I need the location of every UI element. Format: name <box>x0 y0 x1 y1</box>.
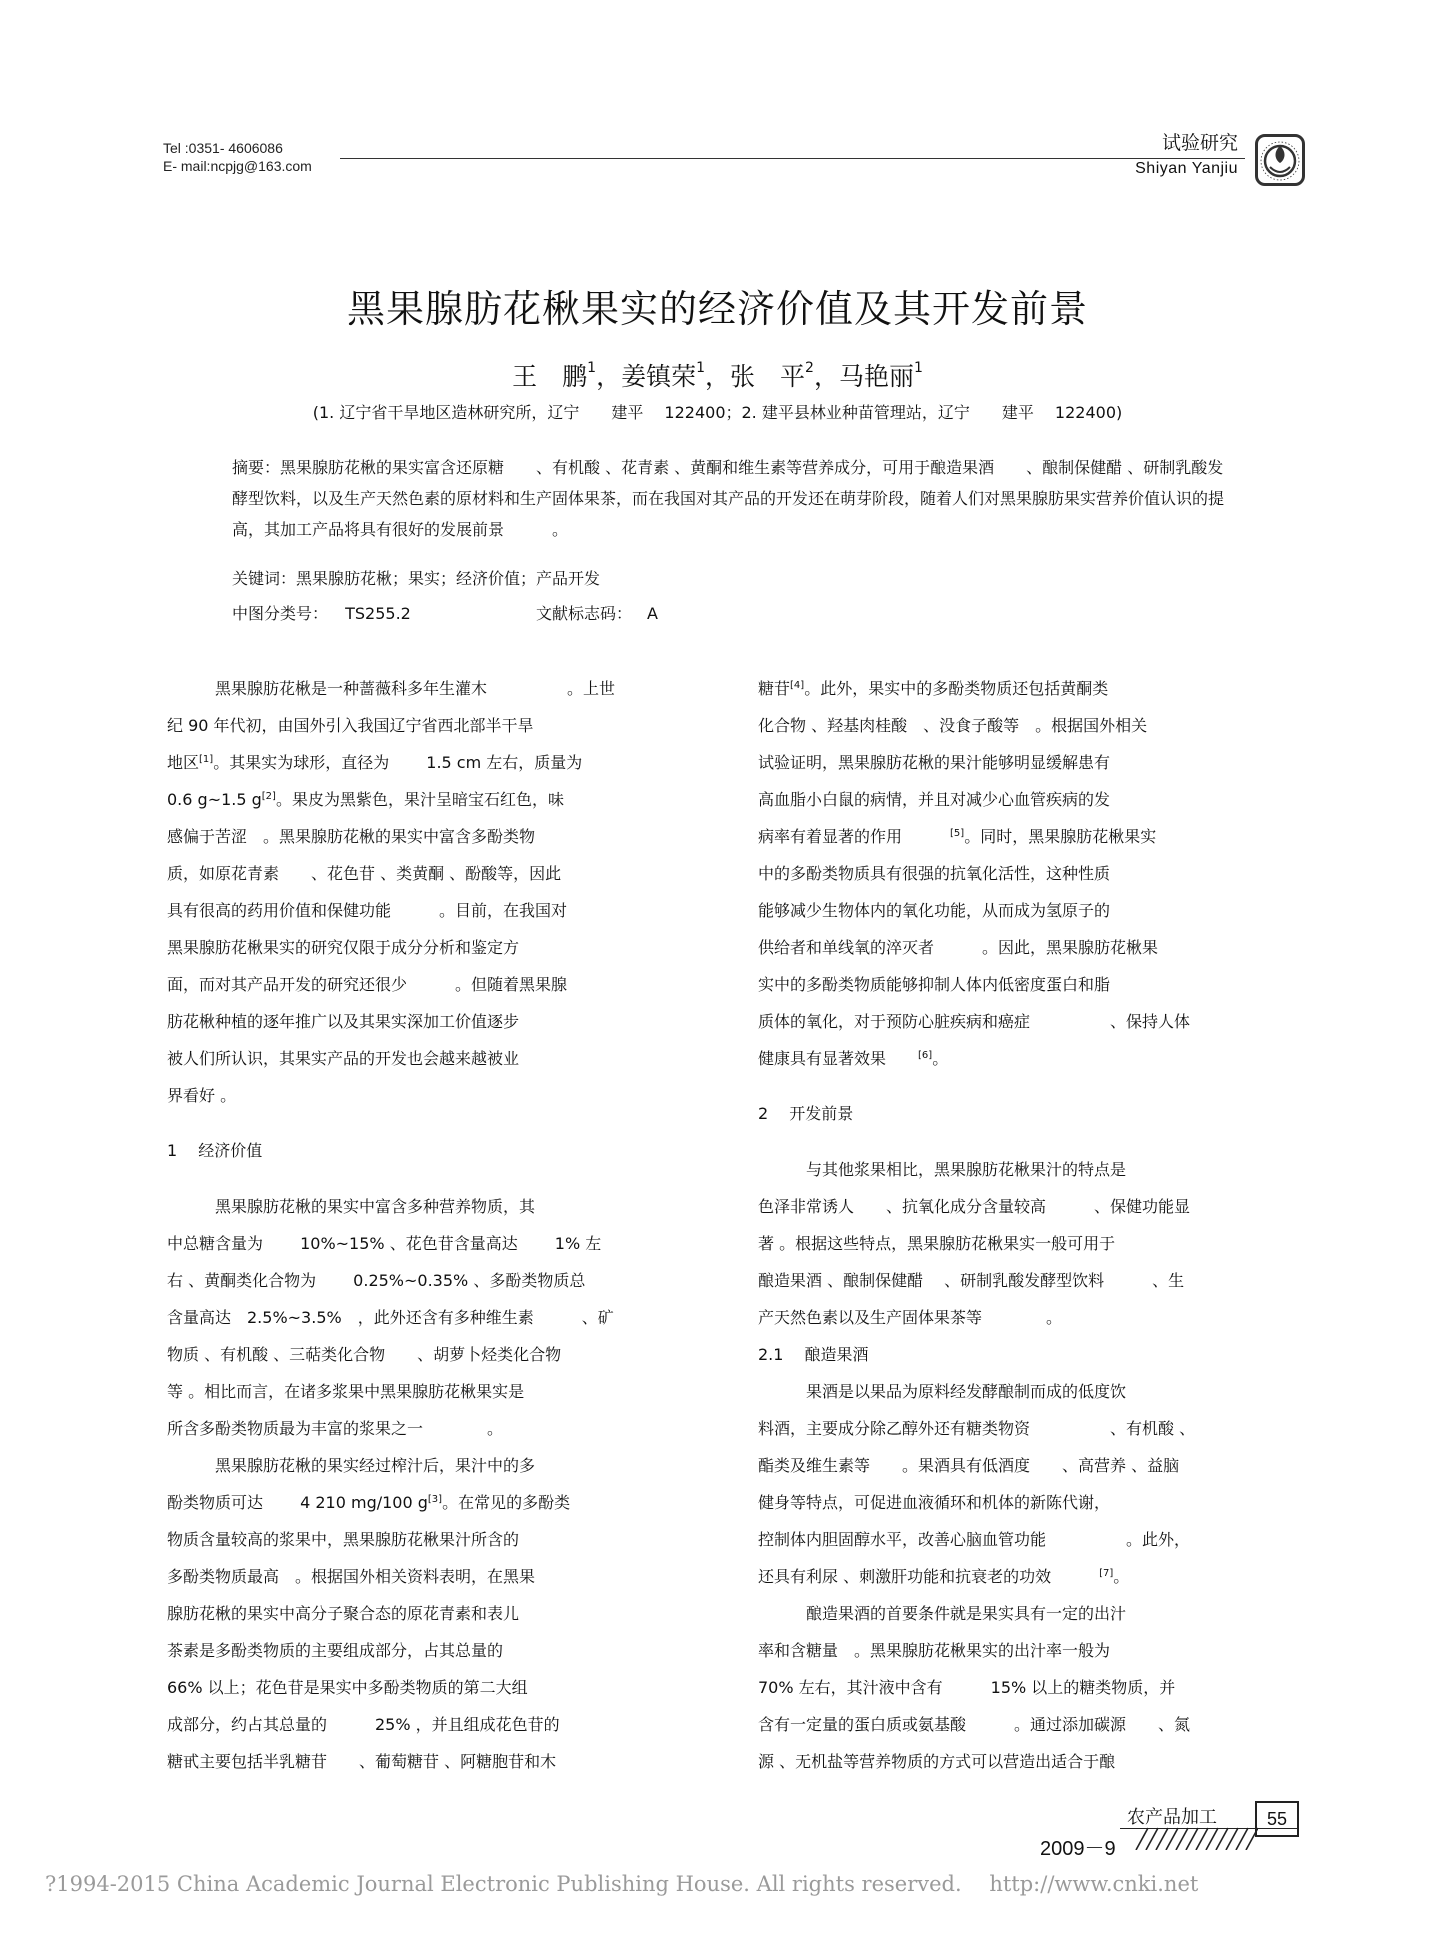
text-line: 病率有着显著的作用 [5]。同时，黑果腺肪花楸果实 <box>758 827 1157 846</box>
text-line: 黑果腺肪花楸果实的研究仅限于成分分析和鉴定方 <box>167 938 520 957</box>
footer-journal-name: 农产品加工 <box>1127 1807 1217 1828</box>
text-line: 健身等特点，可促进血液循环和机体的新陈代谢， <box>758 1493 1111 1512</box>
text-line: 茶素是多酚类物质的主要组成部分，占其总量的 <box>167 1641 504 1660</box>
text-line: 多酚类物质最高 。根据国外相关资料表明，在黑果 <box>167 1567 536 1586</box>
text-line: 0.6 g~1.5 g[2]。果皮为黑紫色，果汁呈暗宝石红色，味 <box>167 790 564 809</box>
journal-logo-icon <box>1255 134 1305 186</box>
subsection-heading: 2.1 酿造果酒 <box>758 1345 869 1364</box>
text-line: 高血脂小白鼠的病情，并且对减少心血管疾病的发 <box>758 790 1111 809</box>
text-line: 糖苷[4]。此外，果实中的多酚类物质还包括黄酮类 <box>758 679 1109 698</box>
text-line: 源 、无机盐等营养物质的方式可以营造出适合于酿 <box>758 1752 1116 1771</box>
right-column <box>758 670 1303 1780</box>
clc-label: 中图分类号： <box>232 604 329 623</box>
text-line: 能够减少生物体内的氧化功能，从而成为氢原子的 <box>758 901 1111 920</box>
text-line: 成部分，约占其总量的 25% ，并且组成花色苷的 <box>167 1715 560 1734</box>
contact-email: E- mail:ncpjg@163.com <box>163 158 312 174</box>
section-heading: 1 经济价值 <box>167 1141 263 1160</box>
text-line: 酯类及维生素等 。果酒具有低酒度 、高营养 、益脑 <box>758 1456 1180 1475</box>
text-line: 右 、黄酮类化合物为 0.25%~0.35% 、多酚类物质总 <box>167 1271 586 1290</box>
text-line: 还具有利尿 、刺激肝功能和抗衰老的功效 [7]。 <box>758 1567 1130 1586</box>
doc-code: A <box>647 604 658 623</box>
left-column <box>167 670 712 1780</box>
author-affil-mark: 1 <box>587 359 597 376</box>
contact-tel: Tel :0351- 4606086 <box>163 140 283 156</box>
copyright-watermark: ?1994-2015 China Academic Journal Electronic Publishing House. All rights reserved. http://www.cnki.net <box>45 1872 1199 1896</box>
text-line: 糖甙主要包括半乳糖苷 、葡萄糖苷 、阿糖胞苷和木 <box>167 1752 557 1771</box>
text-line: 腺肪花楸的果实中高分子聚合态的原花青素和表儿 <box>167 1604 520 1623</box>
text-line: 70% 左右，其汁液中含有 15% 以上的糖类物质，并 <box>758 1678 1176 1697</box>
text-line: 黑果腺肪花楸的果实经过榨汁后，果汁中的多 <box>215 1456 536 1475</box>
clc-code: TS255.2 <box>345 604 411 623</box>
doc-code-label: 文献标志码： <box>535 604 632 623</box>
text-line: 健康具有显著效果 [6]。 <box>758 1049 949 1068</box>
text-line: 面，而对其产品开发的研究还很少 。但随着黑果腺 <box>167 975 568 994</box>
citation-mark: [5] <box>950 828 965 839</box>
text-line: 含量高达 2.5%~3.5% ，此外还含有多种维生素 、矿 <box>167 1308 614 1327</box>
author-name: ，姜镇荣 <box>596 362 697 391</box>
text-line: 含有一定量的蛋白质或氨基酸 。通过添加碳源 、氮 <box>758 1715 1191 1734</box>
article-title: 黑果腺肪花楸果实的经济价值及其开发前景 <box>346 287 1088 331</box>
section-title: 试验研究 <box>1161 132 1238 154</box>
author-line <box>0 357 1435 393</box>
citation-mark: [4] <box>790 680 805 691</box>
text-line: 实中的多酚类物质能够抑制人体内低密度蛋白和脂 <box>758 975 1111 994</box>
text-line: 中总糖含量为 10%~15% 、花色苷含量高达 1% 左 <box>167 1234 602 1253</box>
text-line: 物质含量较高的浆果中，黑果腺肪花楸果汁所含的 <box>167 1530 520 1549</box>
footer-issue: 2009－9 <box>1040 1838 1116 1860</box>
citation-mark: [1] <box>199 754 214 765</box>
text-line: 产天然色素以及生产固体果茶等 。 <box>758 1308 1063 1327</box>
text-line: 纪 90 年代初，由国外引入我国辽宁省西北部半干旱 <box>167 716 534 735</box>
text-line: 酿造果酒的首要条件就是果实具有一定的出汁 <box>806 1604 1127 1623</box>
citation-mark: [2] <box>261 791 276 802</box>
text-line: 肪花楸种植的逐年推广以及其果实深加工价值逐步 <box>167 1012 520 1031</box>
text-line: 供给者和单线氧的淬灭者 。因此，黑果腺肪花楸果 <box>758 938 1159 957</box>
abstract-text: 摘要：黑果腺肪花楸的果实富含还原糖 、有机酸 、花青素 、黄酮和维生素等营养成分，可用于酿造果酒 、酿制保健醋 、研制乳酸发酵型饮料，以及生产天然色素的原材料和生产固体果茶，而在我国对其产品的开发还在萌芽阶段，随着人们对黑果腺肪果实营养价值认识的提高，其加工产品将具有很好的发展前景 。 <box>232 458 1225 539</box>
text-line: 被人们所认识，其果实产品的开发也会越来越被业 <box>167 1049 520 1068</box>
citation-mark: [3] <box>427 1494 443 1505</box>
footer-hatch-decoration <box>1118 1826 1258 1850</box>
author-name: ，张 平 <box>705 362 806 391</box>
classification-line <box>232 598 1232 629</box>
text-line: 界看好 。 <box>167 1086 237 1105</box>
text-line: 酿造果酒 、酿制保健醋 、研制乳酸发酵型饮料 、生 <box>758 1271 1185 1290</box>
text-line: 黑果腺肪花楸的果实中富含多种营养物质，其 <box>215 1197 536 1216</box>
text-line: 黑果腺肪花楸是一种蔷薇科多年生灌木 。上世 <box>215 679 616 698</box>
text-line: 地区[1]。其果实为球形，直径为 1.5 cm 左右，质量为 <box>167 753 583 772</box>
author-affil-mark: 1 <box>696 359 705 376</box>
text-line: 著 。根据这些特点，黑果腺肪花楸果实一般可用于 <box>758 1234 1116 1253</box>
author-name: ，马艳丽 <box>813 362 914 391</box>
author-name: 王 鹏 <box>512 362 588 391</box>
text-line: 色泽非常诱人 、抗氧化成分含量较高 、保健功能显 <box>758 1197 1191 1216</box>
author-affil-mark: 2 <box>805 359 814 376</box>
citation-mark: [6] <box>918 1050 933 1061</box>
text-line: 物质 、有机酸 、三萜类化合物 、胡萝卜烃类化合物 <box>167 1345 562 1364</box>
page-number: 55 <box>1255 1801 1299 1837</box>
text-line: 果酒是以果品为原料经发酵酿制而成的低度饮 <box>806 1382 1127 1401</box>
keywords: 关键词：黑果腺肪花楸；果实；经济价值；产品开发 <box>232 569 601 588</box>
text-line: 料酒，主要成分除乙醇外还有糖类物资 、有机酸 、 <box>758 1419 1196 1438</box>
text-line: 试验证明，黑果腺肪花楸的果汁能够明显缓解患有 <box>758 753 1111 772</box>
text-line: 化合物 、羟基肉桂酸 、没食子酸等 。根据国外相关 <box>758 716 1148 735</box>
text-line: 所含多酚类物质最为丰富的浆果之一 。 <box>167 1419 504 1438</box>
text-line: 等 。相比而言，在诸多浆果中黑果腺肪花楸果实是 <box>167 1382 525 1401</box>
citation-mark: [7] <box>1099 1568 1114 1579</box>
text-line: 与其他浆果相比，黑果腺肪花楸果汁的特点是 <box>806 1160 1127 1179</box>
affiliation: (1. 辽宁省干旱地区造林研究所，辽宁 建平 122400；2. 建平县林业种苗管理站，辽宁 建平 122400) <box>312 403 1123 422</box>
author-affil-mark: 1 <box>913 359 923 376</box>
section-pinyin: Shiyan Yanjiu <box>1135 160 1238 177</box>
text-line: 66% 以上；花色苷是果实中多酚类物质的第二大组 <box>167 1678 528 1697</box>
text-line: 中的多酚类物质具有很强的抗氧化活性，这种性质 <box>758 864 1111 883</box>
section-heading: 2 开发前景 <box>758 1104 854 1123</box>
text-line: 酚类物质可达 4 210 mg/100 g[3]。在常见的多酚类 <box>167 1493 571 1512</box>
text-line: 控制体内胆固醇水平，改善心脑血管功能 。此外， <box>758 1530 1191 1549</box>
text-line: 质，如原花青素 、花色苷 、类黄酮 、酚酸等，因此 <box>167 864 562 883</box>
text-line: 具有很高的药用价值和保健功能 。目前，在我国对 <box>167 901 568 920</box>
text-line: 率和含糖量 。黑果腺肪花楸果实的出汁率一般为 <box>758 1641 1111 1660</box>
header-rule <box>340 158 1245 159</box>
text-line: 质体的氧化，对于预防心脏疾病和癌症 、保持人体 <box>758 1012 1191 1031</box>
text-line: 感偏于苦涩 。黑果腺肪花楸的果实中富含多酚类物 <box>167 827 536 846</box>
